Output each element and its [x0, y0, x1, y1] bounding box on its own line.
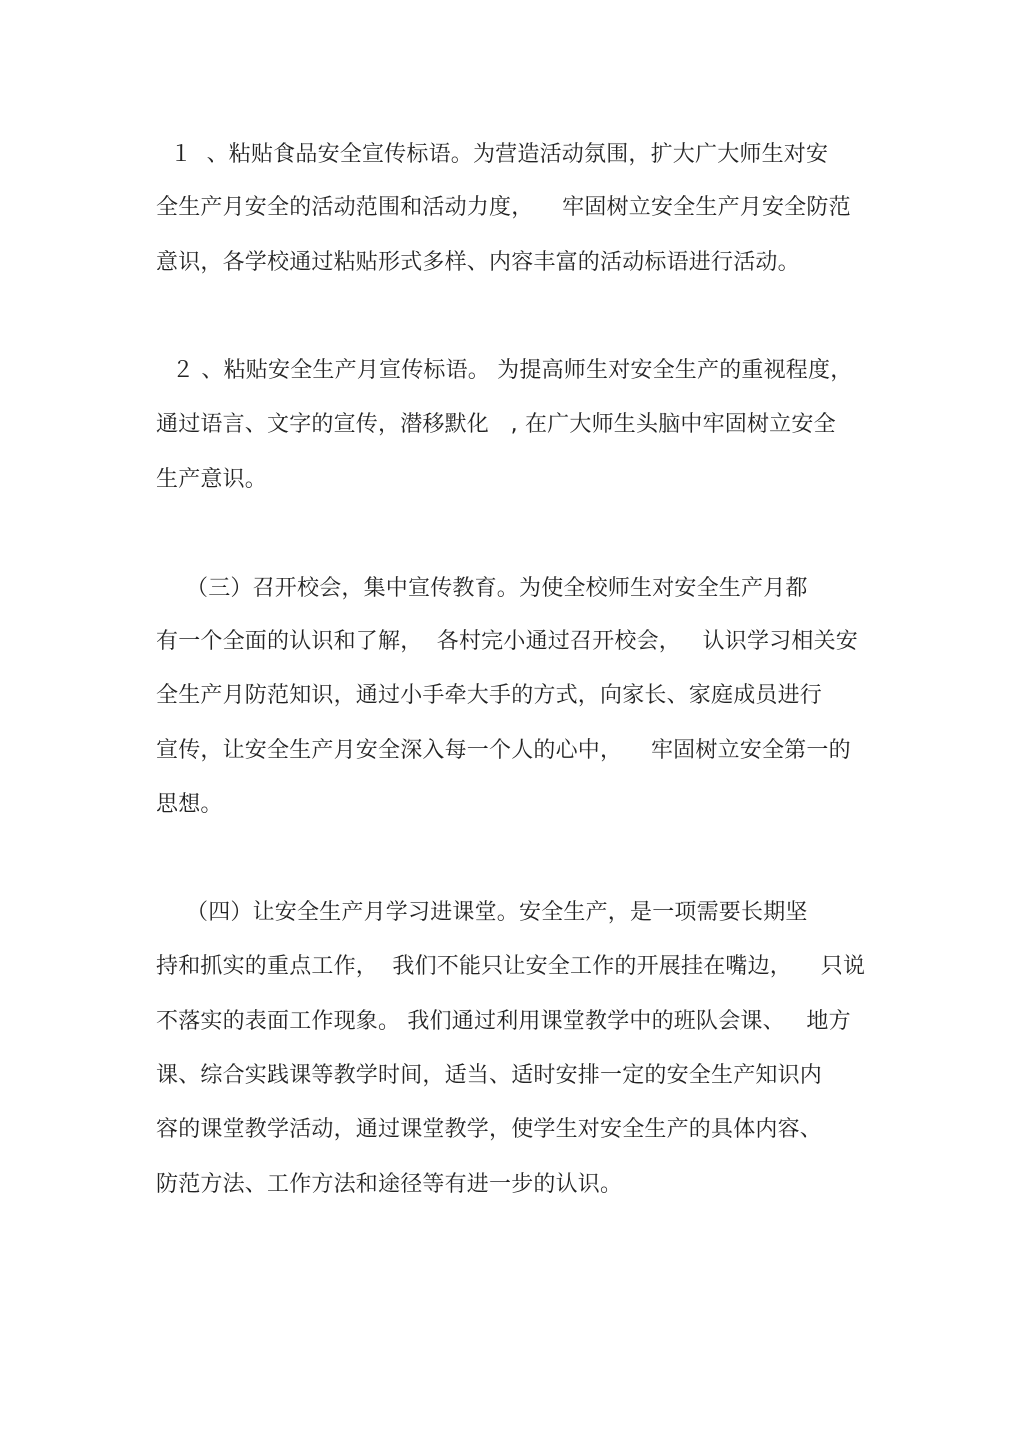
paragraph-4-line-4: 课、综合实践课等教学时间，适当、适时安排一定的安全生产知识内 — [156, 1063, 823, 1088]
paragraph-4-line-1: （四）让安全生产月学习进课堂。安全生产，是一项需要长期坚 — [186, 900, 808, 925]
paragraph-4-line-5: 容的课堂教学活动，通过课堂教学，使学生对安全生产的具体内容、 — [156, 1117, 823, 1142]
paragraph-4-line-6: 防范方法、工作方法和途径等有进一步的认识。 — [156, 1172, 623, 1197]
paragraph-1-line-3: 意识，各学校通过粘贴形式多样、内容丰富的活动标语进行活动。 — [156, 250, 800, 275]
paragraph-1-line-2: 全生产月安全的活动范围和活动力度， 牢固树立安全生产月安全防范 — [156, 195, 851, 220]
paragraph-2-line-1: ２ 、粘贴安全生产月宣传标语。 为提高师生对安全生产的重视程度， — [172, 358, 853, 383]
paragraph-4-line-3: 不落实的表面工作现象。 我们通过利用课堂教学中的班队会课、 地方 — [156, 1009, 851, 1034]
paragraph-1-line-1: １ 、粘贴食品安全宣传标语。为营造活动氛围，扩大广大师生对安 — [170, 142, 829, 167]
paragraph-2-line-3: 生产意识。 — [156, 467, 268, 492]
paragraph-4-line-2: 持和抓实的重点工作， 我们不能只让安全工作的开展挂在嘴边， 只说 — [156, 954, 866, 979]
paragraph-3-line-3: 全生产月防范知识，通过小手牵大手的方式，向家长、家庭成员进行 — [156, 683, 823, 708]
paragraph-3-line-4: 宣传，让安全生产月安全深入每一个人的心中， 牢固树立安全第一的 — [156, 738, 851, 763]
paragraph-3-line-1: （三）召开校会，集中宣传教育。为使全校师生对安全生产月都 — [186, 576, 808, 601]
paragraph-3-line-5: 思想。 — [156, 792, 223, 817]
paragraph-2-line-2: 通过语言、文字的宣传，潜移默化 , 在广大师生头脑中牢固树立安全 — [156, 412, 836, 437]
paragraph-3-line-2: 有一个全面的认识和了解， 各村完小通过召开校会， 认识学习相关安 — [156, 629, 858, 654]
